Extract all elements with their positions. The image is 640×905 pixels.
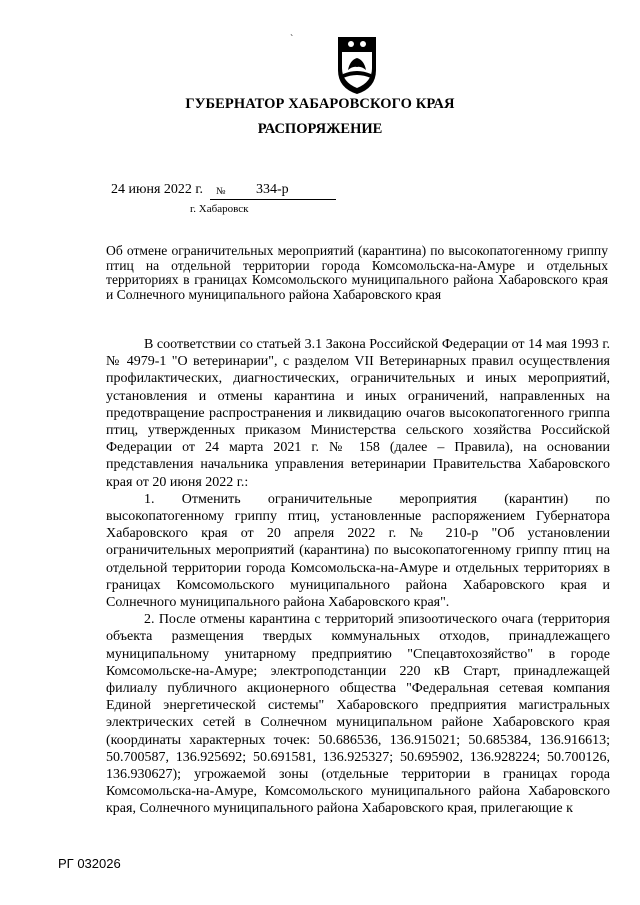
issuer-title: ГУБЕРНАТОР ХАБАРОВСКОГО КРАЯ: [185, 96, 455, 112]
number-underline: [210, 199, 336, 200]
preamble-paragraph: В соответствии со статьей 3.1 Закона Российской Федерации от 14 мая 1993 г. № 4979-1 "О ветеринарии", с разделом VII Ветеринарных правил осуществления профилактических, диагностических, ограничительных и иных мероприятий, установления и отмены карантина и иных ограничений, направленных на предотвращение распространения и ликвидацию очагов высокопатогенного гриппа птиц, утвержденных приказом Министерства сельского хозяйства Российской Федерации от 24 марта 2021 г. № 158 (далее – Правила), на основании представления начальника управления ветеринарии Правительства Хабаровского края от 20 июня 2022 г.:: [106, 337, 610, 490]
registration-code: РГ 032026: [58, 856, 121, 871]
item-1-paragraph: 1. Отменить ограничительные мероприятия (карантин) по высокопатогенному гриппу птиц, установленные распоряжением Губернатора Хабаровского края от 20 апреля 2022 г. № 210-р "Об установлении ограничительных мероприятий (карантина) по высокопатогенному гриппу птиц на отдельной территории города Комсомольска-на-Амуре и отдельных территориях в границах Комсомольского муниципального района Хабаровского края и Солнечного муниципального района Хабаровского края".: [106, 491, 610, 611]
number-label: №: [216, 186, 226, 197]
document-subject: Об отмене ограничительных мероприятий (карантина) по высокопатогенному гриппу птиц на отдельной территории города Комсомольска-на-Амуре и отдельных территориях в границах Комсомольского муниципального района Хабаровского края и Солнечного муниципального района Хабаровского края: [106, 243, 608, 302]
document-body: [106, 336, 610, 818]
document-type: РАСПОРЯЖЕНИЕ: [257, 121, 383, 137]
item-2-paragraph: 2. После отмены карантина с территорий эпизоотического очага (территория объекта размещения твердых коммунальных отходов, принадлежащего муниципальному унитарному предприятию "Спецавтохозяйство" в городе Комсомольске-на-Амуре; электроподстанции 220 кВ Старт, принадлежащей филиалу публичного акционерного общества "Федеральная сетевая компания Единой энергетической системы" Хабаровского предприятия магистральных электрических сетей в Солнечном муниципальном районе Хабаровского края (координаты характерных точек: 50.686536, 136.915021; 50.685384, 136.916613; 50.700587, 136.925692; 50.691581, 136.925327; 50.695902, 136.928224; 50.700126, 136.930627); угрожаемой зоны (отдельные территории в границах города Комсомольска-на-Амуре, Комсомольского муниципального района Хабаровского края, Солнечного муниципального района Хабаровского края, прилегающие к: [106, 612, 610, 817]
document-city: г. Хабаровск: [190, 203, 249, 215]
document-number: 334-р: [256, 182, 289, 197]
scan-mark: ˋ: [290, 34, 294, 45]
document-date: 24 июня 2022 г.: [111, 182, 204, 197]
coat-of-arms-icon: [334, 34, 380, 96]
